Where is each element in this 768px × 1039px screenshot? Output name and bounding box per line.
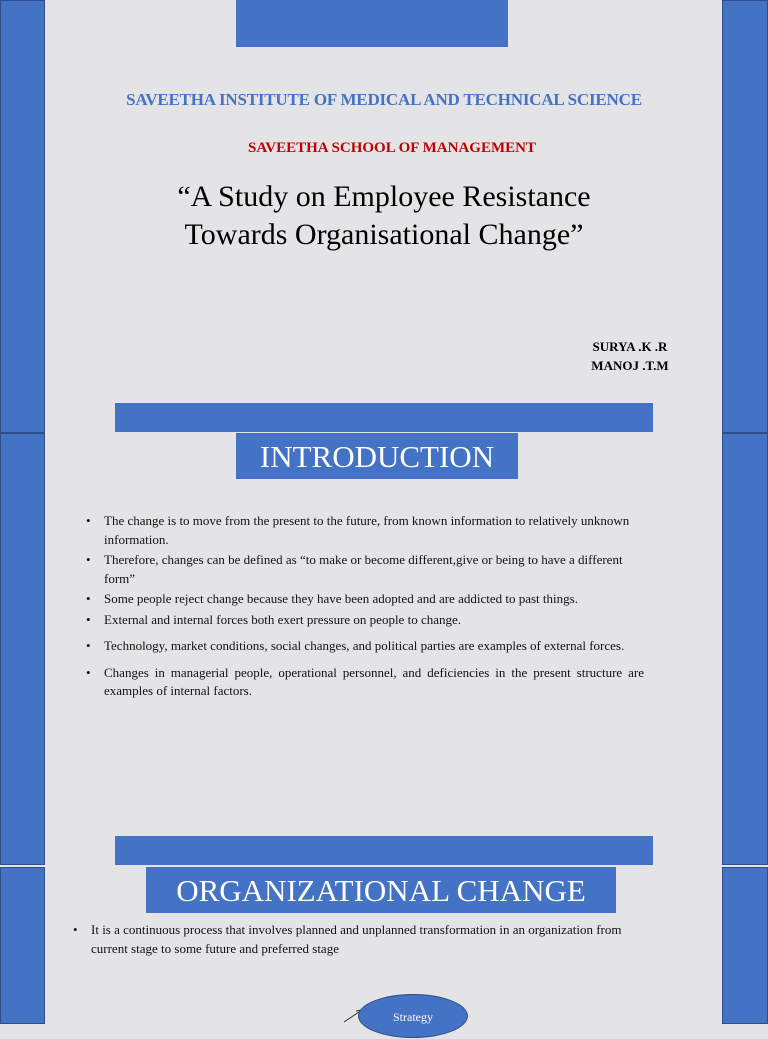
- organizational-change-heading: ORGANIZATIONAL CHANGE: [146, 867, 616, 913]
- left-side-bar-2: [0, 433, 45, 865]
- right-side-bar-3: [722, 867, 768, 1024]
- list-item: • External and internal forces both exert pressure on people to change.: [84, 611, 644, 630]
- left-side-bar-3: [0, 867, 45, 1024]
- intro-top-banner: [115, 403, 653, 432]
- introduction-heading: INTRODUCTION: [236, 433, 518, 479]
- presentation-title: [0, 178, 768, 254]
- author-1: SURYA .K .R: [592, 339, 668, 354]
- organizational-change-list: [71, 921, 651, 960]
- list-item: • Technology, market conditions, social changes, and political parties are examples of external forces.: [84, 637, 644, 656]
- list-item: • Therefore, changes can be defined as “to make or become different,give or being to have a different form”: [84, 551, 644, 588]
- author-2: MANOJ .T.M: [591, 358, 669, 373]
- org-top-banner: [115, 836, 653, 865]
- strategy-node: Strategy: [358, 994, 468, 1038]
- introduction-list: [84, 512, 644, 703]
- list-item: • Some people reject change because they have been adopted and are addicted to past things.: [84, 590, 644, 609]
- top-banner: [236, 0, 508, 47]
- list-item: • It is a continuous process that involves planned and unplanned transformation in an organization from current stage to some future and preferred stage: [71, 921, 651, 958]
- authors: [570, 337, 690, 375]
- school-heading: SAVEETHA SCHOOL OF MANAGEMENT: [248, 140, 536, 156]
- right-side-bar-2: [722, 433, 768, 865]
- list-item: • The change is to move from the present to the future, from known information to relatively unknown information.: [84, 512, 644, 549]
- institute-heading: SAVEETHA INSTITUTE OF MEDICAL AND TECHNICAL SCIENCE: [126, 90, 642, 109]
- title-line-1: “A Study on Employee Resistance: [177, 180, 591, 213]
- list-item: • Changes in managerial people, operational personnel, and deficiencies in the present structure are examples of internal factors.: [84, 664, 644, 701]
- title-line-2: Towards Organisational Change”: [184, 218, 584, 251]
